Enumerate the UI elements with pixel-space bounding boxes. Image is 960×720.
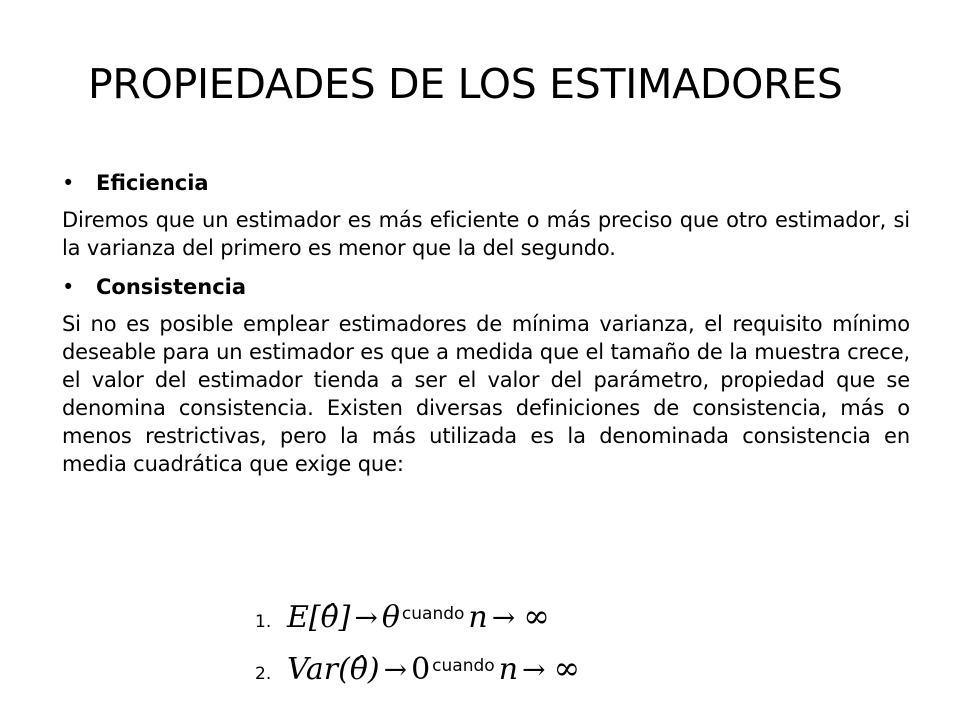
formula-word: cuando xyxy=(432,656,495,676)
formula-list xyxy=(255,597,715,701)
formula-number: 1. xyxy=(255,612,272,632)
bullet-eficiencia xyxy=(62,168,910,206)
infinity-icon: ∞ xyxy=(553,649,581,687)
bullet-dot-icon: • xyxy=(62,275,75,299)
formula-lhs: E[θ̂] xyxy=(287,600,351,635)
paragraph-eficiencia: Diremos que un estimador es más eficiente o más preciso que otro estimador, si la varianza del primero es menor que la del segundo. xyxy=(62,208,910,260)
slide-title: PROPIEDADES DE LOS ESTIMADORES xyxy=(88,60,843,108)
formula-word: cuando xyxy=(401,604,465,624)
arrow-icon: → xyxy=(383,653,408,686)
formula-variable: n xyxy=(468,600,488,635)
heading-consistencia: Consistencia xyxy=(96,275,247,299)
arrow-icon: → xyxy=(491,601,516,634)
formula-variable: n xyxy=(498,652,519,687)
infinity-icon: ∞ xyxy=(523,597,550,635)
arrow-icon: → xyxy=(354,601,378,634)
formula-1 xyxy=(255,597,715,649)
arrow-icon: → xyxy=(522,653,546,686)
paragraph-consistencia: Si no es posible emplear estimadores de mínima varianza, el requisito mínimo deseable para un estimador es que a medida que el tamaño de la muestra crece, el valor del estimador tienda a ser el valor del parámetro, propiedad que se denomina consistencia. Existen diversas definiciones de consistencia, más o menos restrictivas, pero la más utilizada es la denominada consistencia en media cuadrática que exige que: xyxy=(62,312,910,476)
formula-2 xyxy=(255,649,715,701)
slide-content xyxy=(62,168,910,488)
formula-lhs: Var(θ̂) xyxy=(287,652,380,687)
formula-target: 0 xyxy=(411,652,431,687)
bullet-consistencia xyxy=(62,272,910,310)
formula-target: θ xyxy=(381,600,400,635)
heading-eficiencia: Eficiencia xyxy=(96,171,209,195)
formula-number: 2. xyxy=(255,664,272,684)
bullet-dot-icon: • xyxy=(62,171,75,195)
